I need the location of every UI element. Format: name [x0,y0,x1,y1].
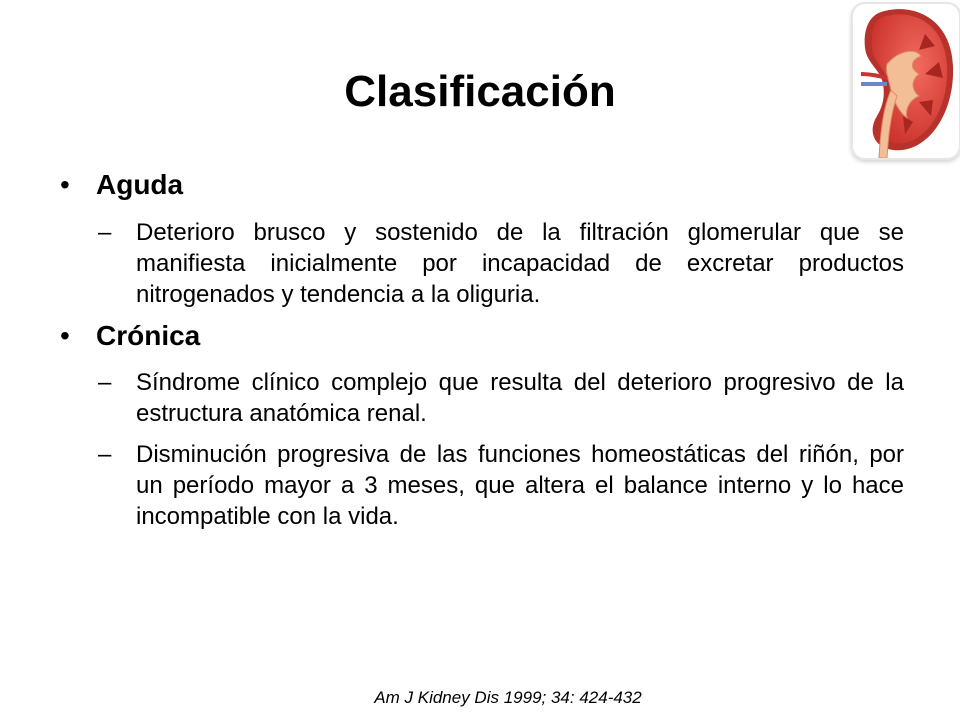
sub-bullet-text: Disminución progresiva de las funciones homeostáticas del riñón, por un período mayor a 3 meses, que altera el balance interno y lo hace incompatible con la vida. [136,441,904,530]
sub-bullet-dash: – [98,219,112,246]
sub-bullet-text: Deterioro brusco y sostenido de la filtración glomerular que se manifiesta inicialmente por incapacidad de excretar productos nitrogenados y tendencia a la oliguria. [136,219,904,308]
bullet-label-aguda: Aguda [96,169,184,200]
bullet-aguda [56,165,904,205]
sub-bullet-cronica-2 [56,439,904,532]
slide-body [56,165,904,532]
sub-bullet-dash: – [98,441,112,468]
bullet-label-cronica: Crónica [96,320,201,351]
citation: Am J Kidney Dis 1999; 34: 424-432 [374,688,642,707]
kidney-cross-section-icon [853,4,959,158]
sub-bullet-cronica-1 [56,367,904,429]
bullet-dot: • [60,320,70,351]
sub-bullet-aguda-1 [56,217,904,310]
bullet-cronica [56,316,904,356]
sub-bullet-text: Síndrome clínico complejo que resulta del deterioro progresivo de la estructura anatómica renal. [136,369,904,427]
kidney-image [851,2,960,160]
bullet-dot: • [60,169,70,200]
sub-bullet-dash: – [98,369,112,396]
slide-title: Clasificación [344,67,616,116]
